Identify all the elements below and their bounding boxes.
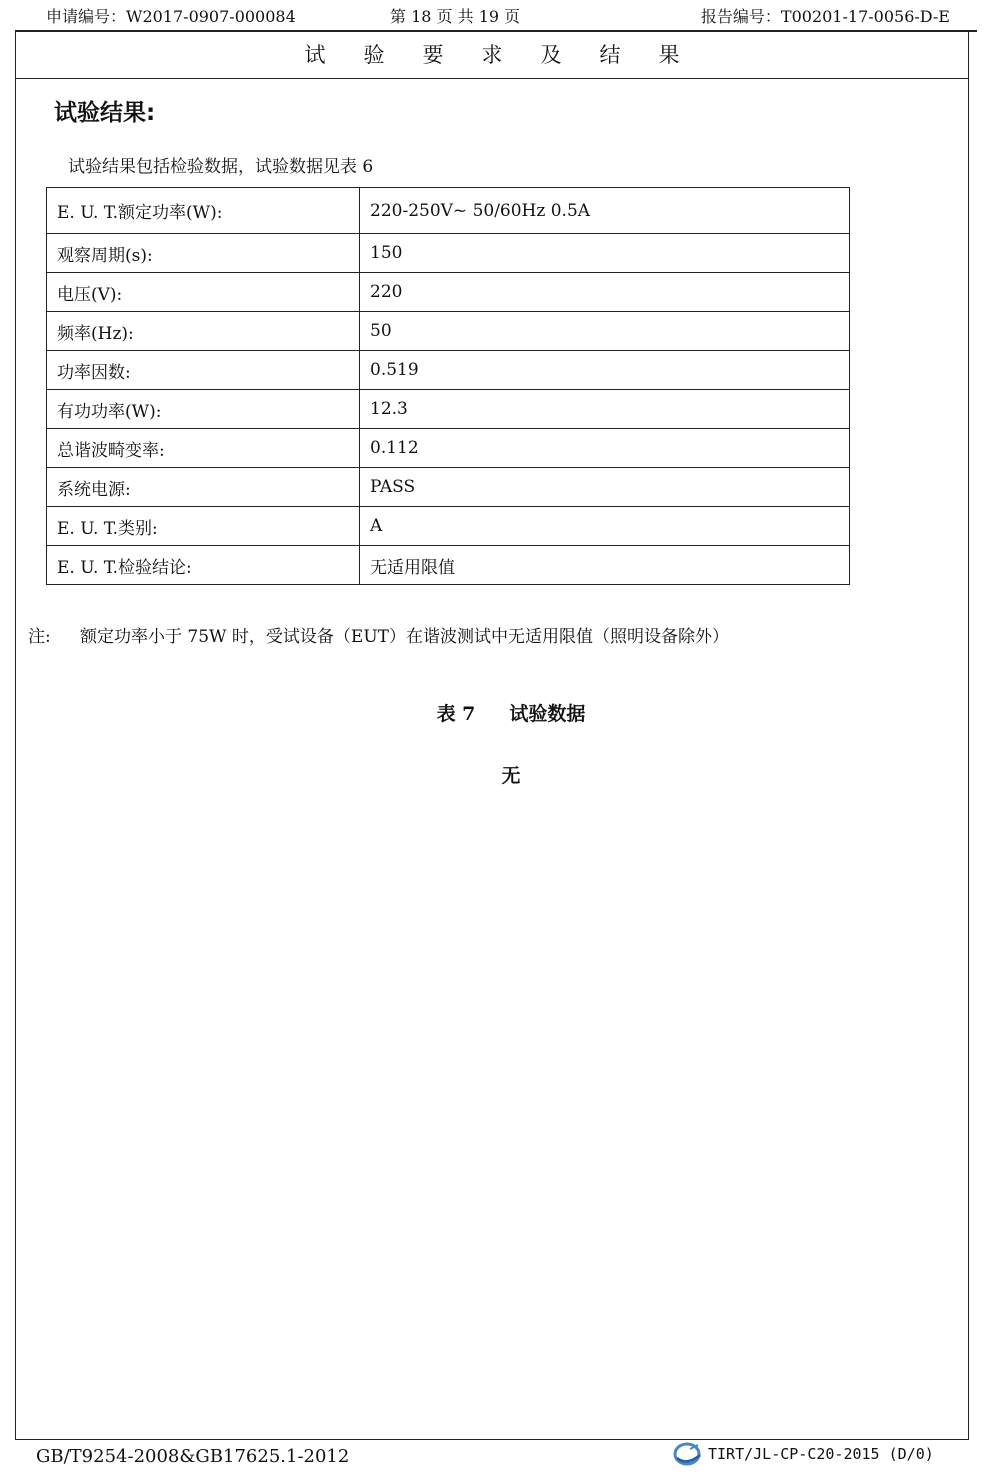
table7-title: 试验数据: [509, 703, 586, 725]
row-label: E. U. T.检验结论:: [47, 546, 360, 585]
row-value: 无适用限值: [360, 546, 850, 585]
note: [28, 622, 729, 647]
results-heading: 试验结果:: [54, 100, 156, 126]
page-indicator: 第 18 页 共 19 页: [390, 7, 521, 26]
section-title: 试验要求及结果: [15, 31, 969, 79]
row-value: PASS: [360, 468, 850, 507]
row-value: 220-250V~ 50/60Hz 0.5A: [360, 188, 850, 234]
row-value: 0.519: [360, 351, 850, 390]
row-label: 电压(V):: [47, 273, 360, 312]
row-label: 观察周期(s):: [47, 234, 360, 273]
table-row: [47, 429, 850, 468]
table7-caption: [0, 699, 1000, 726]
footer-standard: GB/T9254-2008&GB17625.1-2012: [36, 1446, 350, 1467]
table-row: [47, 234, 850, 273]
row-label: E. U. T.额定功率(W):: [47, 188, 360, 234]
row-label: E. U. T.类别:: [47, 507, 360, 546]
note-text: 额定功率小于 75W 时，受试设备（EUT）在谐波测试中无适用限值（照明设备除外）: [80, 627, 729, 647]
row-label: 有功功率(W):: [47, 390, 360, 429]
institute-logo-icon: [672, 1441, 702, 1467]
row-value: 220: [360, 273, 850, 312]
report-number: 报告编号：T00201-17-0056-D-E: [700, 7, 950, 26]
row-label: 总谐波畸变率:: [47, 429, 360, 468]
table-row: [47, 188, 850, 234]
note-label: 注:: [28, 627, 51, 647]
row-label: 频率(Hz):: [47, 312, 360, 351]
table7-content: 无: [501, 765, 521, 787]
footer-form: [672, 1441, 934, 1467]
table7-number: 表 7: [436, 703, 476, 725]
table-row: [47, 351, 850, 390]
row-value: 0.112: [360, 429, 850, 468]
application-number: 申请编号：W2017-0907-000084: [46, 7, 296, 26]
table-row: [47, 468, 850, 507]
row-label: 功率因数:: [47, 351, 360, 390]
footer-form-code: TIRT/JL-CP-C20-2015 (D/0): [708, 1445, 934, 1463]
table-row: [47, 390, 850, 429]
row-value: 12.3: [360, 390, 850, 429]
table-row: [47, 507, 850, 546]
table-row: [47, 273, 850, 312]
intro-text: 试验结果包括检验数据，试验数据见表 6: [68, 157, 374, 177]
results-table: [46, 187, 850, 585]
table-row: [47, 546, 850, 585]
row-value: 150: [360, 234, 850, 273]
row-label: 系统电源:: [47, 468, 360, 507]
row-value: 50: [360, 312, 850, 351]
row-value: A: [360, 507, 850, 546]
table-row: [47, 312, 850, 351]
